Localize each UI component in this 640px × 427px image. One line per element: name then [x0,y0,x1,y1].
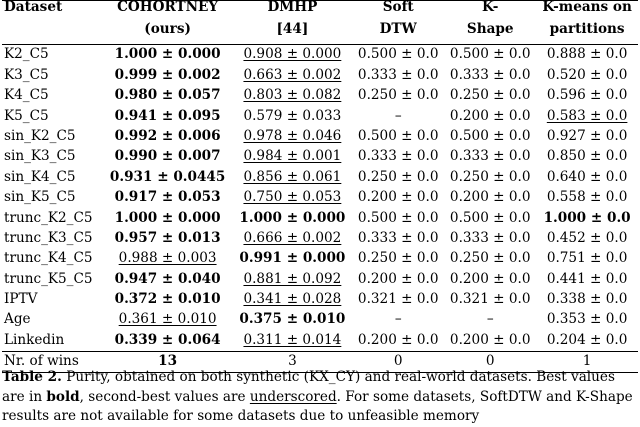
value-text: 1.000 ± 0.000 [239,209,346,226]
value-cell [352,65,444,85]
value-cell [352,188,444,208]
value-text: 0.941 ± 0.095 [114,107,221,124]
value-cell [536,290,638,310]
dataset-cell: K3_C5 [4,66,49,83]
value-text: – [394,107,402,124]
caption-underline-word: underscored [249,388,337,405]
value-cell [536,45,638,66]
value-text: 1.000 ± 0.000 [114,46,221,63]
caption-label: Table 2. [2,369,62,385]
value-text: 0.558 ± 0.0 [546,189,628,206]
value-text: 0.250 ± 0.0 [449,168,531,185]
value-text: 0.596 ± 0.0 [546,87,628,104]
value-cell [444,290,536,310]
value-cell [444,147,536,167]
value-cell [233,330,353,351]
dataset-cell: Age [4,311,31,328]
table-row [2,269,638,289]
value-text: 0.500 ± 0.0 [357,209,439,226]
value-text: 0.333 ± 0.0 [449,229,531,246]
value-cell [444,229,536,249]
value-cell [352,167,444,187]
table-row [2,249,638,269]
value-cell [103,249,233,269]
value-text: 0.311 ± 0.014 [243,331,342,348]
value-cell [444,86,536,106]
value-cell [352,290,444,310]
value-text: 0.666 ± 0.002 [243,229,342,246]
value-text: 0.333 ± 0.0 [357,229,439,246]
dataset-cell: IPTV [4,291,38,308]
value-cell [352,86,444,106]
value-cell [352,106,444,126]
value-text: 0.441 ± 0.0 [546,270,628,287]
value-cell [233,147,353,167]
header-row-2 [2,23,638,45]
table-row [2,106,638,126]
value-text: 0.341 ± 0.028 [243,291,342,308]
dataset-cell: sin_K3_C5 [4,148,76,165]
value-cell [103,167,233,187]
table-row [2,147,638,167]
value-cell [103,127,233,147]
value-cell [233,86,353,106]
col-header-softdtw-2: DTW [352,23,444,45]
value-cell [444,330,536,351]
value-text: 0.204 ± 0.0 [546,331,628,348]
table-row [2,65,638,85]
value-cell [536,330,638,351]
value-text: 0.999 ± 0.002 [114,66,221,83]
value-text: 0.908 ± 0.000 [243,46,342,63]
wins-value: 13 [103,351,233,372]
value-cell [103,208,233,228]
value-text: 0.850 ± 0.0 [546,148,628,165]
value-text: 0.250 ± 0.0 [449,87,531,104]
value-cell [103,106,233,126]
value-text: 0.333 ± 0.0 [357,148,439,165]
value-cell [103,269,233,289]
value-text: 1.000 ± 0.0 [543,209,631,226]
value-cell [536,106,638,126]
value-text: 0.500 ± 0.0 [357,127,439,144]
value-cell [352,45,444,66]
value-cell [444,106,536,126]
value-cell [233,290,353,310]
value-cell [444,45,536,66]
value-cell [233,106,353,126]
value-cell [352,147,444,167]
value-text: 0.856 ± 0.061 [243,168,342,185]
value-text: 0.375 ± 0.010 [239,311,346,328]
dataset-cell: sin_K2_C5 [4,127,76,144]
value-cell [536,188,638,208]
value-text: 0.200 ± 0.0 [449,270,531,287]
value-text: 0.917 ± 0.053 [114,189,221,206]
dataset-cell: sin_K4_C5 [4,168,76,185]
caption-text-2: , second-best values are [79,388,250,405]
wins-value: 0 [444,351,536,372]
value-cell [444,269,536,289]
value-cell [233,310,353,330]
col-header-dataset: Dataset [2,1,103,24]
dataset-cell: K4_C5 [4,87,49,104]
caption-bold-word: bold [46,388,80,405]
value-cell [536,208,638,228]
value-cell [352,229,444,249]
value-text: 0.579 ± 0.033 [243,107,342,124]
table-row [2,45,638,66]
value-cell [444,310,536,330]
value-text: 0.888 ± 0.0 [546,46,628,63]
col-header-cohortney-2: (ours) [103,23,233,45]
value-text: 0.583 ± 0.0 [546,107,628,124]
value-text: 0.200 ± 0.0 [449,107,531,124]
value-text: 1.000 ± 0.000 [114,209,221,226]
value-cell [536,249,638,269]
value-text: 0.250 ± 0.0 [449,250,531,267]
value-text: 0.353 ± 0.0 [546,311,628,328]
col-header-kshape-2: Shape [444,23,536,45]
value-cell [536,147,638,167]
value-cell [103,65,233,85]
dataset-cell: trunc_K4_C5 [4,250,93,267]
wins-value: 0 [352,351,444,372]
col-header-dmhp: DMHP [233,1,353,24]
value-text: 0.338 ± 0.0 [546,291,628,308]
value-cell [444,249,536,269]
dataset-cell: trunc_K5_C5 [4,270,93,287]
value-text: 0.980 ± 0.057 [114,87,221,104]
value-text: – [394,311,402,328]
value-text: 0.452 ± 0.0 [546,229,628,246]
value-text: 0.500 ± 0.0 [449,127,531,144]
value-cell [103,310,233,330]
value-cell [233,208,353,228]
dataset-cell: K5_C5 [4,107,49,124]
table-row [2,290,638,310]
value-cell [103,188,233,208]
value-text: 0.978 ± 0.046 [243,127,342,144]
value-text: 0.333 ± 0.0 [449,66,531,83]
value-text: 0.500 ± 0.0 [449,46,531,63]
table-row [2,208,638,228]
value-text: 0.991 ± 0.000 [239,250,346,267]
value-text: 0.663 ± 0.002 [243,66,342,83]
col-header-softdtw: Soft [352,1,444,24]
dataset-cell: trunc_K2_C5 [4,209,93,226]
results-table [2,0,638,373]
value-text: 0.250 ± 0.0 [357,168,439,185]
value-cell [352,310,444,330]
value-text: 0.200 ± 0.0 [449,189,531,206]
col-header-kshape: K- [444,1,536,24]
value-text: 0.992 ± 0.006 [114,127,221,144]
value-cell [233,269,353,289]
value-cell [103,330,233,351]
col-header-dataset-2 [2,23,103,45]
value-cell [233,229,353,249]
col-header-dmhp-2: [44] [233,23,353,45]
value-text: 0.361 ± 0.010 [118,311,217,328]
value-cell [233,188,353,208]
value-text: 0.984 ± 0.001 [243,148,342,165]
value-text: 0.500 ± 0.0 [357,46,439,63]
value-cell [103,229,233,249]
col-header-kmeans: K-means on [536,1,638,24]
value-text: 0.520 ± 0.0 [546,66,628,83]
dataset-cell: trunc_K3_C5 [4,229,93,246]
value-text: 0.200 ± 0.0 [357,189,439,206]
value-text: – [486,311,494,328]
table-row [2,229,638,249]
value-cell [233,127,353,147]
value-cell [233,167,353,187]
value-cell [536,127,638,147]
value-text: 0.200 ± 0.0 [357,331,439,348]
value-text: 0.339 ± 0.064 [114,331,221,348]
value-text: 0.500 ± 0.0 [449,209,531,226]
value-cell [352,269,444,289]
value-text: 0.750 ± 0.053 [243,189,342,206]
value-cell [103,147,233,167]
value-cell [536,86,638,106]
value-cell [444,65,536,85]
value-cell [444,167,536,187]
value-text: 0.803 ± 0.082 [243,87,342,104]
value-cell [233,45,353,66]
table-row [2,86,638,106]
value-cell [536,65,638,85]
col-header-kmeans-2: partitions [536,23,638,45]
value-text: 0.640 ± 0.0 [546,168,628,185]
wins-value: 1 [536,351,638,372]
value-text: 0.333 ± 0.0 [449,148,531,165]
header-row-1 [2,1,638,24]
table-caption [2,368,638,427]
value-text: 0.947 ± 0.040 [114,270,221,287]
value-text: 0.333 ± 0.0 [357,66,439,83]
dataset-cell: Linkedin [4,331,65,348]
value-text: 0.200 ± 0.0 [357,270,439,287]
value-cell [233,249,353,269]
dataset-cell: K2_C5 [4,46,49,63]
value-cell [352,330,444,351]
value-text: 0.250 ± 0.0 [357,250,439,267]
value-text: 0.321 ± 0.0 [449,291,531,308]
value-text: 0.250 ± 0.0 [357,87,439,104]
value-text: 0.931 ± 0.0445 [109,168,226,185]
value-cell [536,167,638,187]
value-cell [444,127,536,147]
value-text: 0.988 ± 0.003 [118,250,217,267]
value-cell [103,86,233,106]
results-body [2,45,638,373]
value-cell [536,310,638,330]
value-cell [352,127,444,147]
table-row [2,330,638,351]
caption-text-1: Purity, obtained on both synthetic (KX_CY) and real-world datasets. Best values are in [2,369,615,405]
value-text: 0.957 ± 0.013 [114,229,221,246]
value-text: 0.372 ± 0.010 [114,291,221,308]
value-cell [103,45,233,66]
value-cell [352,249,444,269]
value-cell [352,208,444,228]
table-row [2,167,638,187]
value-text: 0.200 ± 0.0 [449,331,531,348]
value-text: 0.990 ± 0.007 [114,148,221,165]
value-cell [536,229,638,249]
value-cell [103,290,233,310]
value-text: 0.927 ± 0.0 [546,127,628,144]
col-header-cohortney: COHORTNEY [103,1,233,24]
table-row [2,310,638,330]
table-row [2,127,638,147]
value-text: 0.751 ± 0.0 [546,250,628,267]
wins-label: Nr. of wins [2,351,103,372]
value-cell [536,269,638,289]
value-text: 0.321 ± 0.0 [357,291,439,308]
value-cell [444,188,536,208]
table-row [2,188,638,208]
dataset-cell: sin_K5_C5 [4,189,76,206]
caption-text-3: . For some datasets, SoftDTW and K-Shape results are not available for some datasets due to unfeasible memory [2,388,633,424]
wins-value: 3 [233,351,353,372]
value-cell [233,65,353,85]
value-cell [444,208,536,228]
value-text: 0.881 ± 0.092 [243,270,342,287]
